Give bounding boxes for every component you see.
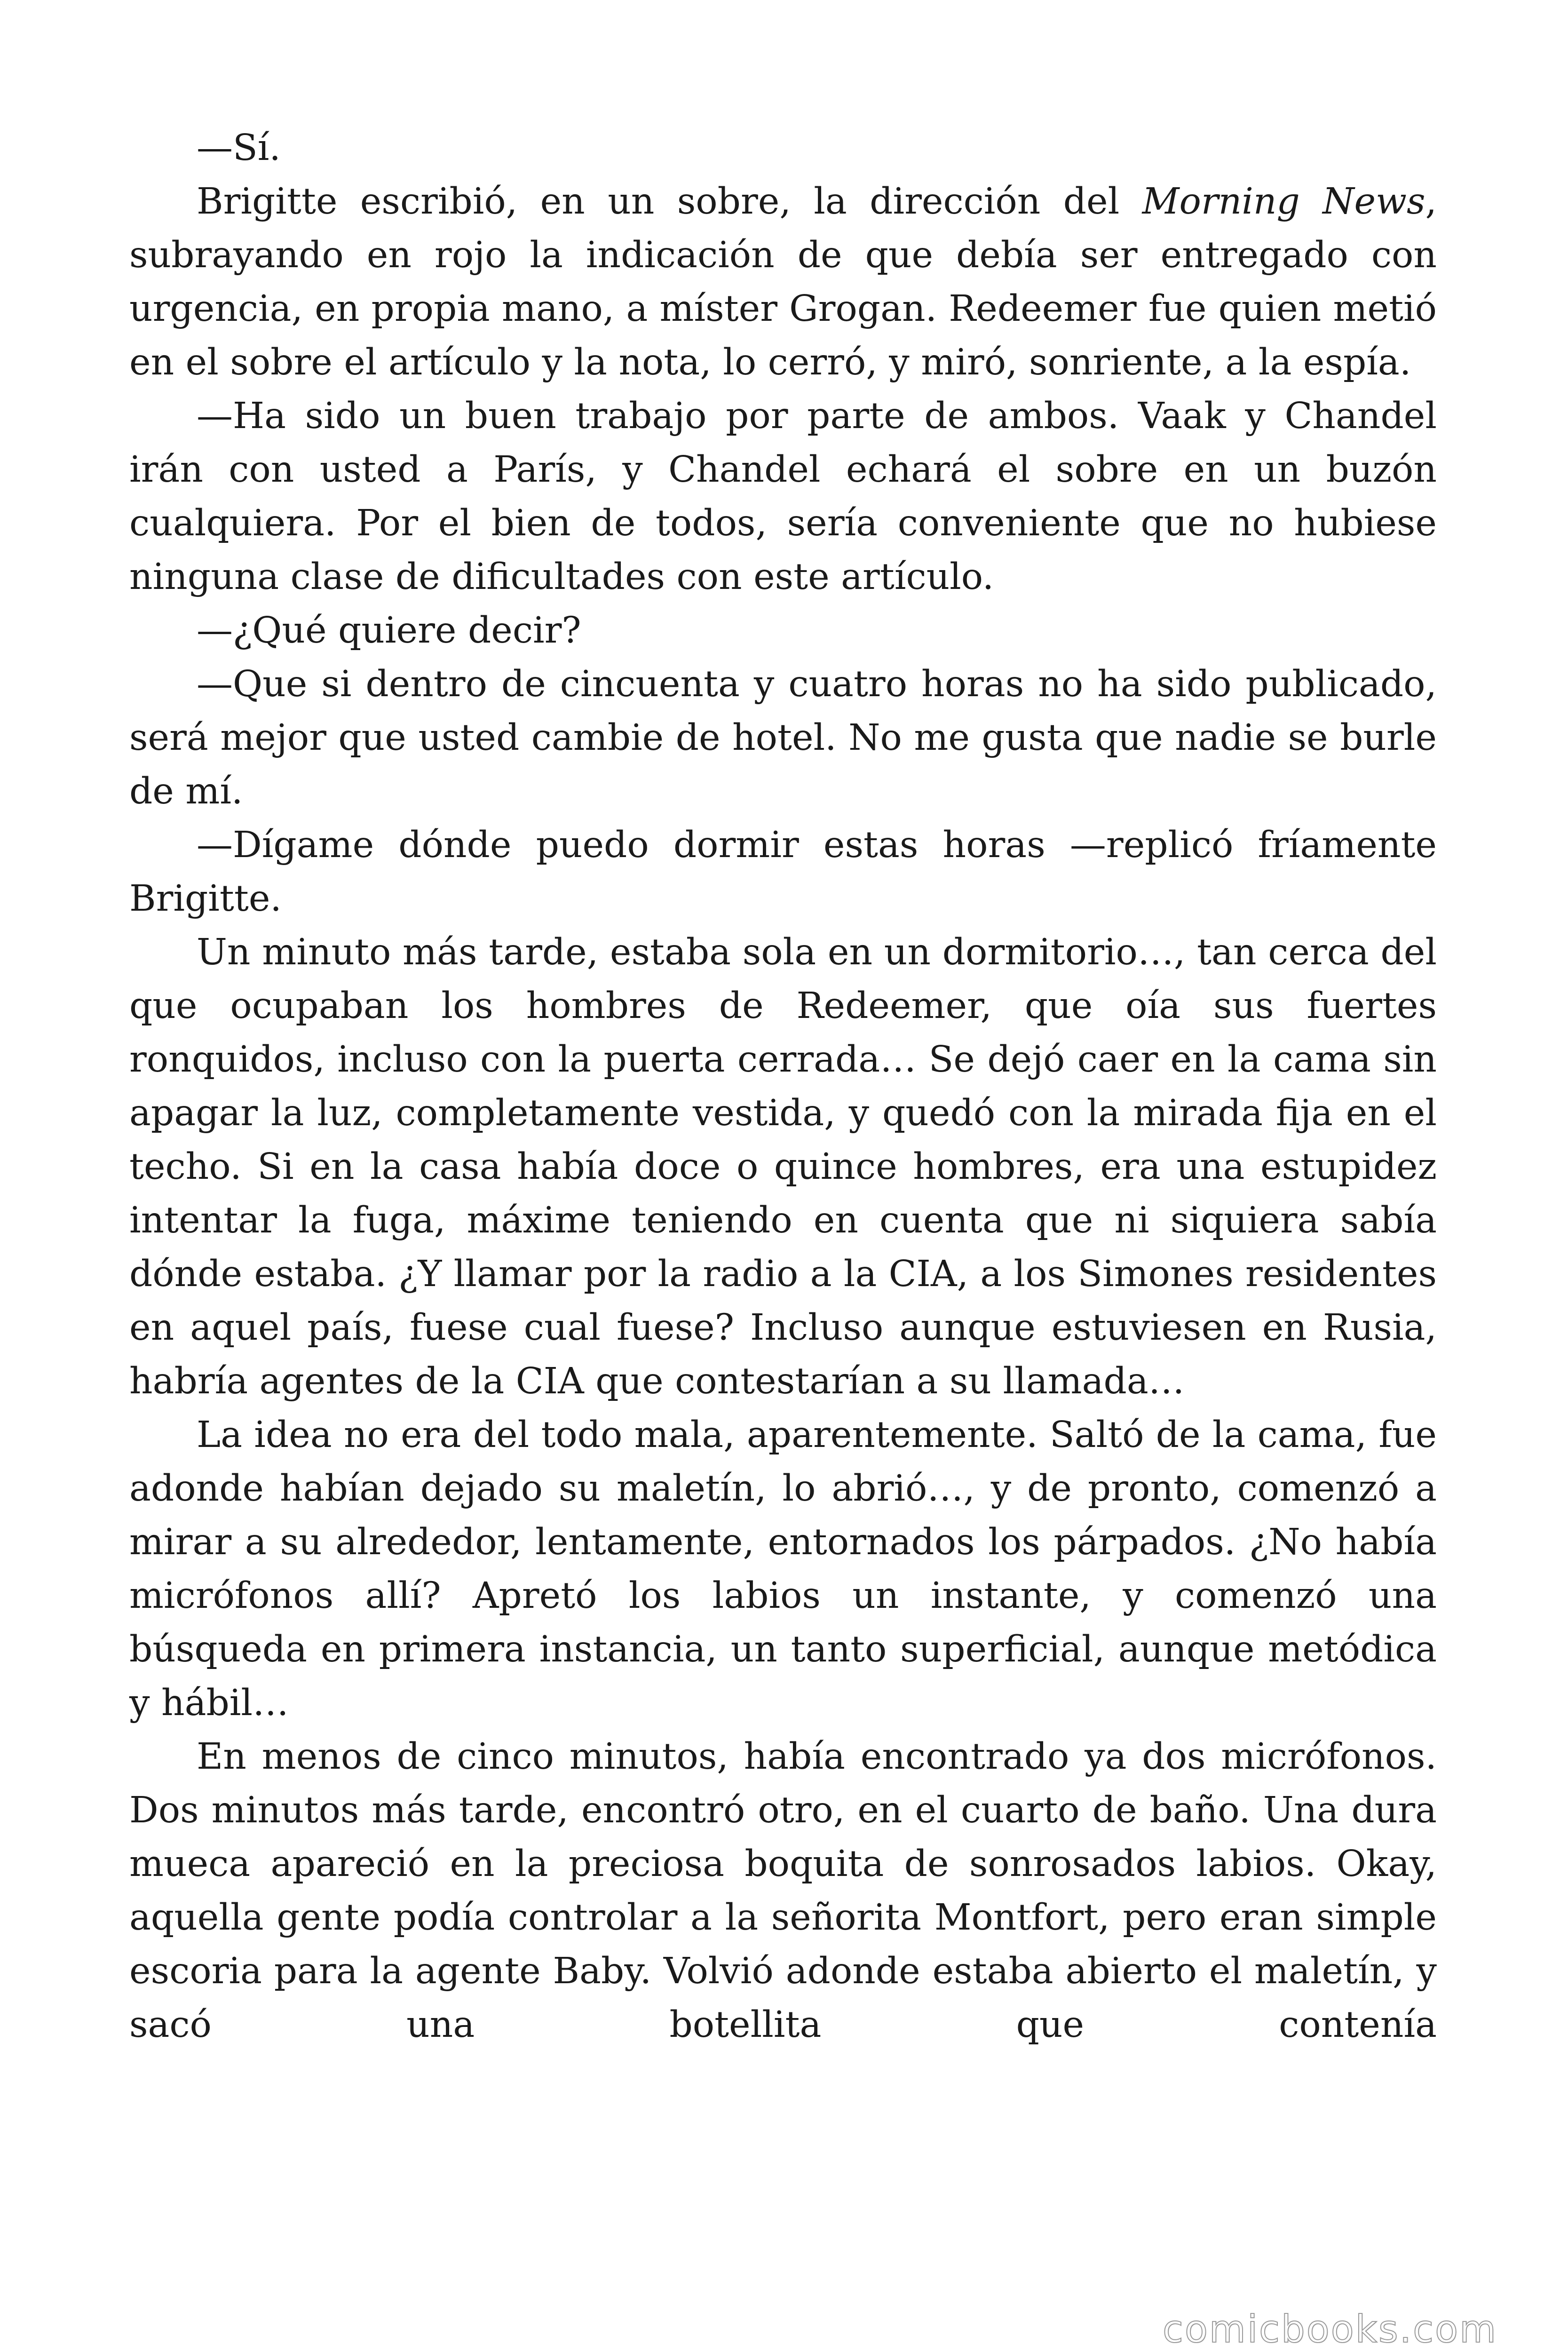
paragraph: Un minuto más tarde, estaba sola en un dormitorio…, tan cerca del que ocupaban los hombres de Redeemer, que oía sus fuertes ronquidos, incluso con la puerta cerrada… Se dejó caer en la cama sin apagar la luz, completamente vestida, y quedó con la mirada fija en el techo. Si en la casa había doce o quince hombres, era una estupidez intentar la fuga, máxime teniendo en cuenta que ni siquiera sabía dónde estaba. ¿Y llamar por la radio a la CIA, a los Simones residentes en aquel país, fuese cual fuese? Incluso aunque estuviesen en Rusia, habría agentes de la CIA que contestarían a su llamada… xyxy=(129,931,1437,1402)
paragraph-text: Brigitte escribió, en un sobre, la dirección del xyxy=(197,181,1142,222)
paragraph: —Sí. xyxy=(197,127,281,169)
paragraph: La idea no era del todo mala, aparentemente. Saltó de la cama, fue adonde habían dejado su maletín, lo abrió…, y de pronto, comenzó a mirar a su alrededor, lentamente, entornados los párpados. ¿No había micrófonos allí? Apretó los labios un instante, y comenzó una búsqueda en primera instancia, un tanto superficial, aunque metódica y hábil… xyxy=(129,1414,1437,1724)
paragraph xyxy=(129,175,1437,389)
newspaper-title: Morning News xyxy=(1142,181,1425,222)
page-body xyxy=(129,121,1437,2052)
paragraph: —Que si dentro de cincuenta y cuatro horas no ha sido publicado, será mejor que usted cambie de hotel. No me gusta que nadie se burle de mí. xyxy=(129,663,1437,812)
paragraph: En menos de cinco minutos, había encontrado ya dos micrófonos. Dos minutos más tarde, encontró otro, en el cuarto de baño. Una dura mueca apareció en la preciosa boquita de sonrosados labios. Okay, aquella gente podía controlar a la señorita Montfort, pero eran simple escoria para la agente Baby. Volvió adonde estaba abierto el maletín, y sacó una botellita que contenía xyxy=(129,1736,1437,2046)
paragraph-text: , subrayando en rojo la indicación de que debía ser entregado con urgencia, en propia mano, a míster Grogan. Redeemer fue quien metió en el sobre el artículo y la nota, lo cerró, y miró, sonriente, a la espía. xyxy=(129,181,1437,383)
watermark: comicbooks.com xyxy=(1162,2307,1497,2351)
paragraph: —Dígame dónde puedo dormir estas horas —replicó fríamente Brigitte. xyxy=(129,824,1437,920)
paragraph: —¿Qué quiere decir? xyxy=(197,610,581,652)
paragraph: —Ha sido un buen trabajo por parte de ambos. Vaak y Chandel irán con usted a París, y Chandel echará el sobre en un buzón cualquiera. Por el bien de todos, sería conveniente que no hubiese ninguna clase de dificultades con este artículo. xyxy=(129,395,1437,598)
